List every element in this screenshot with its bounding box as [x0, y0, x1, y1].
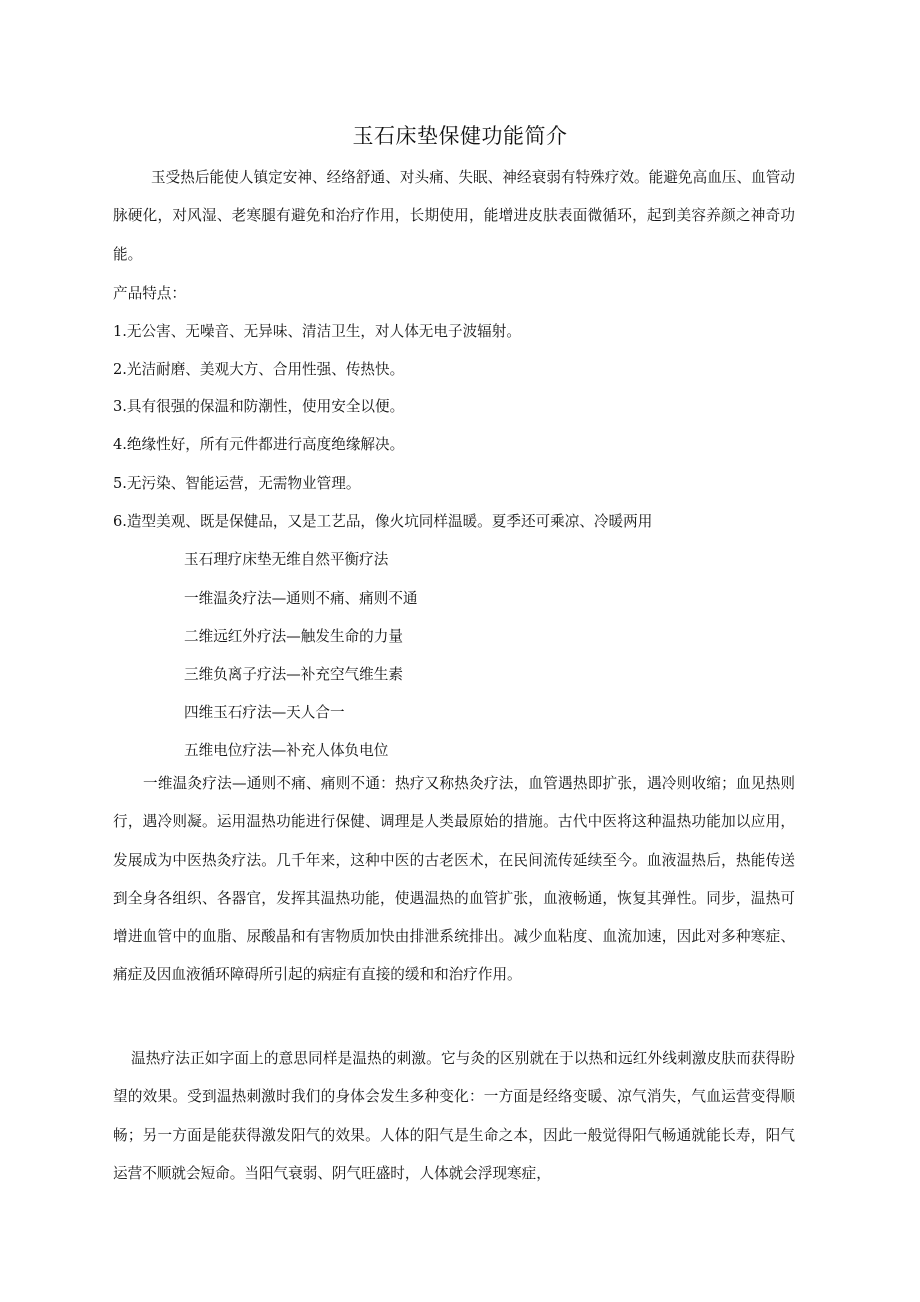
intro-paragraph: 玉受热后能使人镇定安神、经络舒通、对头痛、失眠、神经衰弱有特殊疗效。能避免高血压、血管动脉硬化，对风湿、老寒腿有避免和治疗作用，长期使用，能增进皮肤表面微循环，起到美容养颜之神奇功能。	[113, 169, 795, 263]
document-title: 玉石床垫保健功能简介	[352, 124, 568, 148]
feature-item: 6.造型美观、既是保健品，又是工艺品，像火坑同样温暖。夏季还可乘凉、冷暖两用	[113, 513, 653, 530]
therapy-item: 五维电位疗法—补充人体负电位	[184, 742, 389, 759]
therapy-item: 二维远红外疗法—触发生命的力量	[184, 628, 403, 645]
feature-item: 5.无污染、智能运营，无需物业管理。	[113, 475, 361, 492]
thermal-therapy-paragraph: 温热疗法正如字面上的意思同样是温热的刺激。它与灸的区别就在于以热和远红外线刺激皮肤而获得盼望的效果。受到温热刺激时我们的身体会发生多种变化：一方面是经络变暖、凉气消失，气血运营变得顺畅；另一方面是能获得激发阳气的效果。人体的阳气是生命之本，因此一般觉得阳气畅通就能长寿，阳气运营不顺就会短命。当阳气衰弱、阴气旺盛时，人体就会浮现寒症，	[113, 1050, 795, 1182]
feature-item: 2.光洁耐磨、美观大方、合用性强、传热快。	[113, 361, 405, 378]
feature-item: 3.具有很强的保温和防潮性，使用安全以便。	[113, 398, 405, 415]
warm-moxibustion-paragraph: 一维温灸疗法—通则不痛、痛则不通：热疗又称热灸疗法，血管遇热即扩张，遇冷则收缩；血见热则行，遇冷则凝。运用温热功能进行保健、调理是人类最原始的措施。古代中医将这种温热功能加以应用，发展成为中医热灸疗法。几千年来，这种中医的古老医术，在民间流传延续至今。血液温热后，热能传送到全身各组织、各器官，发挥其温热功能，使遇温热的血管扩张，血液畅通，恢复其弹性。同步，温热可增进血管中的血脂、尿酸晶和有害物质加快由排泄系统排出。减少血粘度、血流加速，因此对多种寒症、痛症及因血液循环障碍所引起的病症有直接的缓和和治疗作用。	[113, 775, 795, 984]
feature-item: 1.无公害、无噪音、无异味、清洁卫生，对人体无电子波辐射。	[113, 323, 521, 340]
therapy-item: 三维负离子疗法—补充空气维生素	[184, 666, 403, 683]
therapy-item: 一维温灸疗法—通则不痛、痛则不通	[184, 590, 418, 607]
feature-item: 4.绝缘性好，所有元件都进行高度绝缘解决。	[113, 436, 405, 453]
therapies-heading: 玉石理疗床垫无维自然平衡疗法	[184, 551, 389, 568]
features-heading: 产品特点：	[113, 285, 186, 302]
therapy-item: 四维玉石疗法—天人合一	[184, 704, 345, 721]
